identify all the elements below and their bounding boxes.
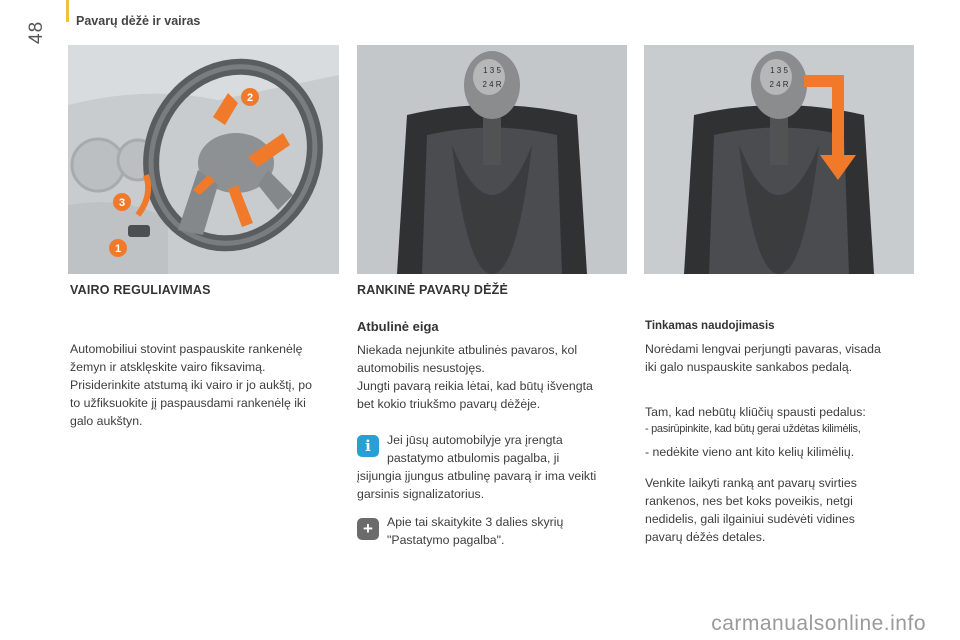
svg-text:2: 2 [246,92,254,104]
proper-use-bullet-1: - pasirūpinkite, kad būtų gerai uždėtas kilimėlis, [645,423,861,435]
plus-icon: + [357,518,379,540]
steering-heading: VAIRO REGULIAVIMAS [70,283,211,297]
proper-use-body3: Venkite laikyti ranką ant pavarų svirties rankenos, nes bet koks poveikis, netgi nedidelis, gali ilgainiui sudėvėti vidines pavarų dėžės detales. [645,476,857,544]
gear-lever-photo [357,45,627,274]
proper-use-body1: Norėdami lengvai perjungti pavaras, visada iki galo nuspauskite sankabos pedalą. [645,342,881,374]
page-number: 48 [26,20,47,44]
proper-use-bullet-2: - nedėkite vieno ant kito kelių kilimėlių. [645,445,855,459]
svg-text:1 3 5: 1 3 5 [770,66,788,75]
steering-body: Automobiliui stovint paspauskite rankenėlę žemyn ir atsklęskite vairo fiksavimą. Prisiderinkite atstumą iki vairo ir jo aukštį, po to užfiksuokite jį paspausdami rankenėlę iki galo aukštyn. [70,342,312,428]
steering-wheel-photo [68,45,339,274]
reverse-body: Niekada nejunkite atbulinės pavaros, kol automobilis nesustojęs. Jungti pavarą reikia lėtai, kad būtų išvengta bet kokio triukšmo pavarų dėžėje. [357,343,593,411]
reverse-gear-illustration [644,45,914,274]
steering-wheel-illustration [68,45,339,274]
info-note-cont: įsijungia įjungus atbulinę pavarą ir ima veikti garsinis signalizatorius. [357,469,597,501]
svg-text:2 4 R: 2 4 R [769,80,789,89]
proper-use-heading: Tinkamas naudojimasis [645,320,775,332]
svg-text:1: 1 [114,243,122,255]
info-note: Jei jūsų automobilyje yra įrengta pastatymo atbulomis pagalba, ji [387,433,563,465]
watermark: carmanualsonline.info [711,612,926,635]
section-title: Pavarų dėžė ir vairas [76,14,201,28]
gearbox-heading: RANKINĖ PAVARŲ DĖŽĖ [357,283,509,297]
reverse-gear-photo [644,45,914,274]
reverse-heading: Atbulinė eiga [357,319,439,334]
svg-text:2 4 R: 2 4 R [482,80,502,89]
info-icon: i [357,435,379,457]
svg-text:1 3 5: 1 3 5 [483,66,501,75]
plus-note: Apie tai skaitykite 3 dalies skyrių "Pastatymo pagalba". [387,515,564,547]
proper-use-body2: Tam, kad nebūtų kliūčių spausti pedalus: [645,405,866,419]
svg-text:3: 3 [118,197,126,209]
section-marker [66,0,69,22]
gear-lever-illustration [357,45,627,274]
